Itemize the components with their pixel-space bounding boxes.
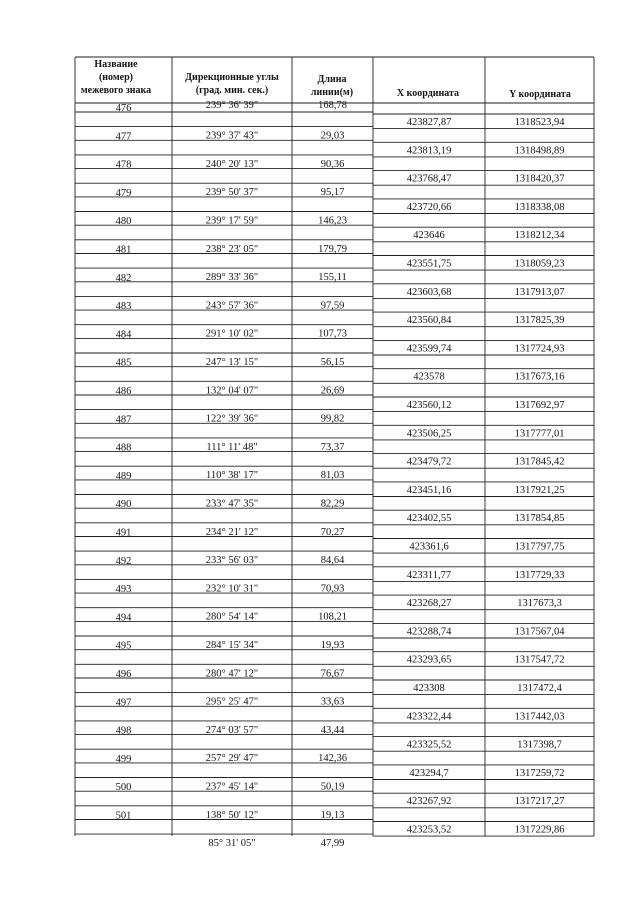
point-y: 1318059,23 [514, 258, 565, 270]
line-length: 33,63 [320, 696, 345, 708]
point-x: 423311,77 [406, 569, 452, 581]
line-angle: 239° 50' 37" [205, 187, 259, 199]
line-angle: 280° 54' 14" [205, 611, 259, 623]
line-length: 50,19 [320, 781, 345, 793]
point-name: 496 [115, 669, 132, 680]
line-angle: 111° 11' 48" [206, 441, 258, 453]
point-name: 480 [115, 216, 132, 228]
line-length: 99,82 [320, 413, 345, 425]
point-x: 423506,25 [406, 428, 452, 440]
point-name: 501 [115, 810, 132, 822]
point-name: 500 [115, 782, 132, 794]
line-length: 107,73 [318, 328, 347, 340]
point-name: 499 [115, 753, 132, 765]
point-name: 478 [115, 159, 132, 171]
point-x: 423479,72 [406, 456, 452, 468]
point-name: 482 [115, 272, 132, 284]
point-x: 423560,84 [406, 315, 452, 327]
point-y: 1317921,25 [514, 484, 565, 496]
header-angle-line1: Дирекционные углы [185, 72, 279, 83]
point-x: 423267,92 [406, 796, 452, 808]
point-x: 423402,55 [406, 513, 452, 525]
point-x: 423603,68 [406, 286, 452, 298]
line-angle: 239° 36' 39" [205, 100, 259, 111]
header-name-line3: межевого знака [80, 85, 152, 96]
point-name: 484 [115, 329, 132, 341]
point-name: 483 [115, 301, 132, 313]
point-x: 423268,27 [406, 598, 452, 610]
point-name: 495 [115, 640, 132, 652]
point-y: 1317729,33 [514, 569, 565, 581]
line-length: 179,79 [318, 243, 347, 255]
point-name: 477 [115, 131, 132, 143]
point-y: 1317567,04 [514, 626, 565, 638]
line-angle: 233° 47' 35" [205, 498, 259, 510]
point-y: 1318212,34 [514, 230, 565, 242]
point-x: 423827,87 [406, 117, 452, 128]
point-x: 423646 [413, 230, 445, 242]
line-length: 142,36 [318, 753, 347, 765]
point-x: 423768,47 [406, 173, 452, 185]
header-y-coordinate: Y координата [509, 89, 571, 100]
line-angle: 234° 21' 12" [205, 526, 259, 538]
point-y: 1318420,37 [514, 173, 565, 185]
point-y: 1317229,86 [514, 824, 565, 836]
table-header [81, 59, 571, 100]
point-y: 1317442,03 [514, 711, 565, 723]
line-angle: 243° 57' 36" [205, 300, 259, 312]
line-length: 43,44 [320, 724, 345, 736]
line-length: 95,17 [320, 187, 345, 199]
point-name: 490 [115, 499, 132, 511]
line-angle: 122° 39' 36" [205, 413, 259, 425]
point-y: 1317217,27 [514, 796, 565, 808]
point-name: 488 [115, 442, 132, 454]
line-angle: 247° 13' 15" [205, 357, 259, 368]
point-name: 487 [115, 414, 132, 426]
line-length: 26,69 [320, 385, 345, 397]
line-length: 82,29 [320, 498, 345, 510]
line-length: 73,37 [320, 441, 345, 453]
point-x: 423322,44 [406, 711, 452, 723]
point-y: 1317472,4 [517, 683, 562, 694]
point-y: 1318498,89 [514, 145, 565, 157]
point-name: 476 [115, 103, 132, 114]
point-y: 1317547,72 [514, 654, 565, 666]
header-name-line1: Название [94, 59, 138, 70]
line-length: 155,11 [318, 272, 347, 284]
point-x: 423551,75 [406, 258, 452, 270]
line-angle: 110° 38' 17" [206, 470, 258, 482]
point-name: 479 [115, 187, 132, 199]
point-x: 423294,7 [409, 767, 449, 779]
line-angle: 239° 37' 43" [205, 130, 259, 142]
header-length-line2: линии(м) [310, 87, 354, 98]
line-angle: 295° 25' 47" [205, 696, 259, 708]
header-angle-line2: (град. мин. сек.) [195, 85, 269, 96]
point-x: 423813,19 [406, 145, 452, 157]
line-length: 47,99 [320, 838, 345, 850]
line-length: 146,23 [318, 215, 347, 227]
line-angle: 85° 31' 05" [208, 838, 256, 850]
point-x: 423253,52 [406, 824, 452, 836]
line-angle: 284° 15' 34" [205, 640, 259, 651]
point-y: 1317797,75 [514, 541, 565, 553]
point-y: 1317724,93 [514, 343, 565, 355]
line-length: 97,59 [320, 300, 345, 312]
line-angle: 132° 04' 07" [205, 385, 259, 397]
line-angle: 240° 20' 13" [205, 158, 259, 170]
line-length: 70,27 [320, 526, 345, 538]
line-angle: 237° 45' 14" [205, 781, 259, 793]
line-length: 108,21 [318, 611, 347, 623]
point-name: 492 [115, 555, 132, 567]
point-x: 423578 [413, 371, 445, 383]
point-name: 481 [115, 244, 132, 256]
point-y: 1317777,01 [514, 428, 565, 440]
line-angle: 280° 47' 12" [205, 668, 259, 680]
line-length: 84,64 [320, 555, 345, 567]
header-length-line1: Длина [317, 74, 347, 85]
point-y: 1317913,07 [514, 286, 565, 298]
point-name: 497 [115, 697, 132, 709]
line-length: 70,93 [320, 583, 345, 595]
point-x: 423451,16 [406, 484, 452, 496]
line-angle: 239° 17' 59" [205, 215, 259, 227]
point-y: 1317692,97 [514, 400, 565, 411]
line-angle: 238° 23' 05" [205, 243, 259, 255]
point-x: 423361,6 [409, 541, 449, 553]
point-name: 498 [115, 725, 132, 737]
point-name: 485 [115, 357, 132, 369]
point-name: 486 [115, 386, 132, 397]
point-y: 1317259,72 [514, 767, 565, 779]
point-name: 494 [115, 612, 132, 624]
point-x: 423325,52 [406, 739, 452, 751]
line-length: 56,15 [320, 357, 345, 368]
line-angle: 138° 50' 12" [205, 809, 259, 821]
point-y: 1317673,16 [514, 371, 565, 383]
point-x: 423293,65 [406, 654, 452, 666]
line-angle: 289° 33' 36" [205, 272, 259, 284]
point-y: 1317845,42 [514, 456, 565, 468]
line-length: 19,13 [320, 809, 345, 821]
point-x: 423599,74 [406, 343, 452, 355]
point-y: 1317398,7 [517, 739, 562, 751]
point-y: 1317825,39 [514, 315, 565, 327]
line-length: 90,36 [320, 158, 345, 170]
line-angle: 233° 56' 03" [205, 555, 259, 567]
line-angle: 232° 10' 31" [205, 583, 259, 595]
point-x: 423308 [413, 683, 445, 694]
line-angle: 257° 29' 47" [205, 753, 259, 765]
line-length: 81,03 [320, 470, 345, 482]
point-name: 489 [115, 470, 132, 482]
point-x: 423288,74 [406, 626, 452, 638]
line-length: 168,78 [318, 100, 347, 111]
line-length: 19,93 [320, 640, 345, 651]
point-name: 493 [115, 584, 132, 596]
point-y: 1318338,08 [514, 201, 565, 213]
header-name-line2: (номер) [98, 72, 134, 83]
point-y: 1318523,94 [514, 117, 565, 128]
point-x: 423560,12 [406, 400, 452, 411]
line-length: 29,03 [320, 130, 345, 142]
header-x-coordinate: X координата [396, 88, 460, 99]
line-angle: 291° 10' 02" [205, 328, 259, 340]
point-y: 1317854,85 [514, 513, 565, 525]
point-name: 491 [115, 527, 132, 539]
point-y: 1317673,3 [517, 598, 562, 610]
line-length: 76,67 [320, 668, 345, 680]
line-angle: 274° 03' 57" [205, 724, 259, 736]
point-x: 423720,66 [406, 201, 452, 213]
